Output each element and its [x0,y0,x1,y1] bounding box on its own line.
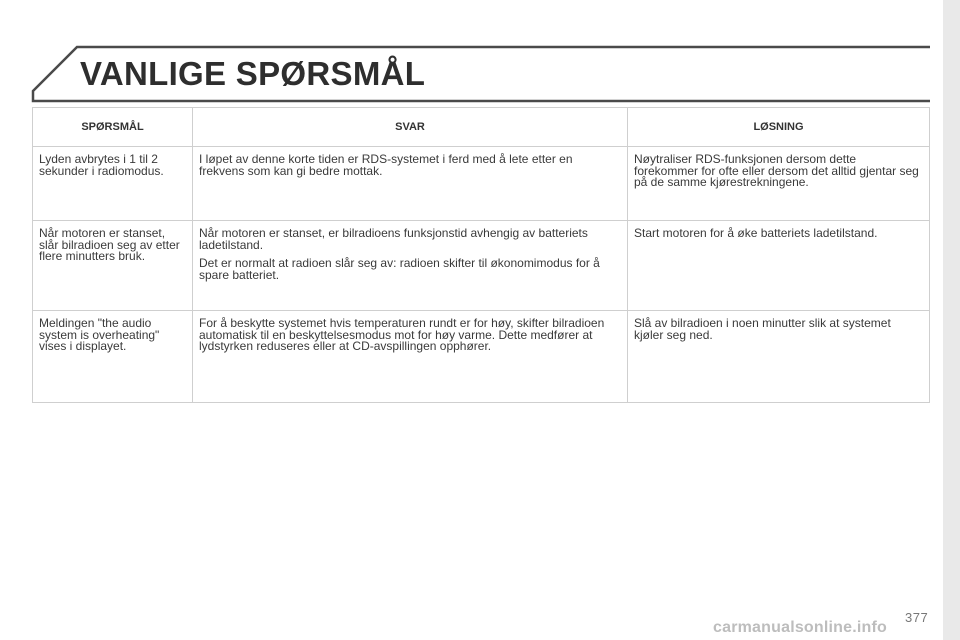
column-header-solution: LØSNING [628,108,930,147]
solution-text: Slå av bilradioen i noen minutter slik at systemet kjøler seg ned. [634,316,891,342]
answer-text: Det er normalt at radioen slår seg av: radioen skifter til økonomimodus for å spare batteriet. [199,256,600,282]
answer-cell [193,311,628,403]
page-title: VANLIGE SPØRSMÅL [80,55,426,92]
table-header-row [33,108,930,147]
question-cell [33,147,193,221]
page-header [0,0,960,110]
question-text: Meldingen "the audio system is overheating" vises i displayet. [39,316,160,353]
answer-cell [193,221,628,311]
column-header-question: SPØRSMÅL [33,108,193,147]
table-row [33,311,930,403]
solution-cell [628,221,930,311]
solution-cell [628,311,930,403]
answer-text: I løpet av denne korte tiden er RDS-systemet i ferd med å lete etter en frekvens som kan gi bedre mottak. [199,152,573,178]
solution-text: Nøytraliser RDS-funksjonen dersom dette forekommer for ofte eller dersom det alltid gjentar seg på de samme kjørestrekningene. [634,152,919,189]
solution-cell [628,147,930,221]
question-cell [33,311,193,403]
table-row [33,221,930,311]
question-text: Når motoren er stanset, slår bilradioen seg av etter flere minutters bruk. [39,226,180,263]
answer-text: Når motoren er stanset, er bilradioens funksjonstid avhengig av batteriets ladetilstand. [199,226,588,252]
answer-text: For å beskytte systemet hvis temperaturen rundt er for høy, skifter bilradioen automatisk til en beskyttelsesmodus mot for høy varme. Dette medfører at lydstyrken reduseres eller at CD-avspillingen opphører. [199,316,605,353]
page-number: 377 [905,610,929,625]
solution-text: Start motoren for å øke batteriets ladetilstand. [634,226,878,240]
question-text: Lyden avbrytes i 1 til 2 sekunder i radiomodus. [39,152,164,178]
question-cell [33,221,193,311]
answer-cell [193,147,628,221]
column-header-answer: SVAR [193,108,628,147]
table-row [33,147,930,221]
faq-table [32,107,930,403]
watermark-text: carmanualsonline.info [713,619,888,636]
